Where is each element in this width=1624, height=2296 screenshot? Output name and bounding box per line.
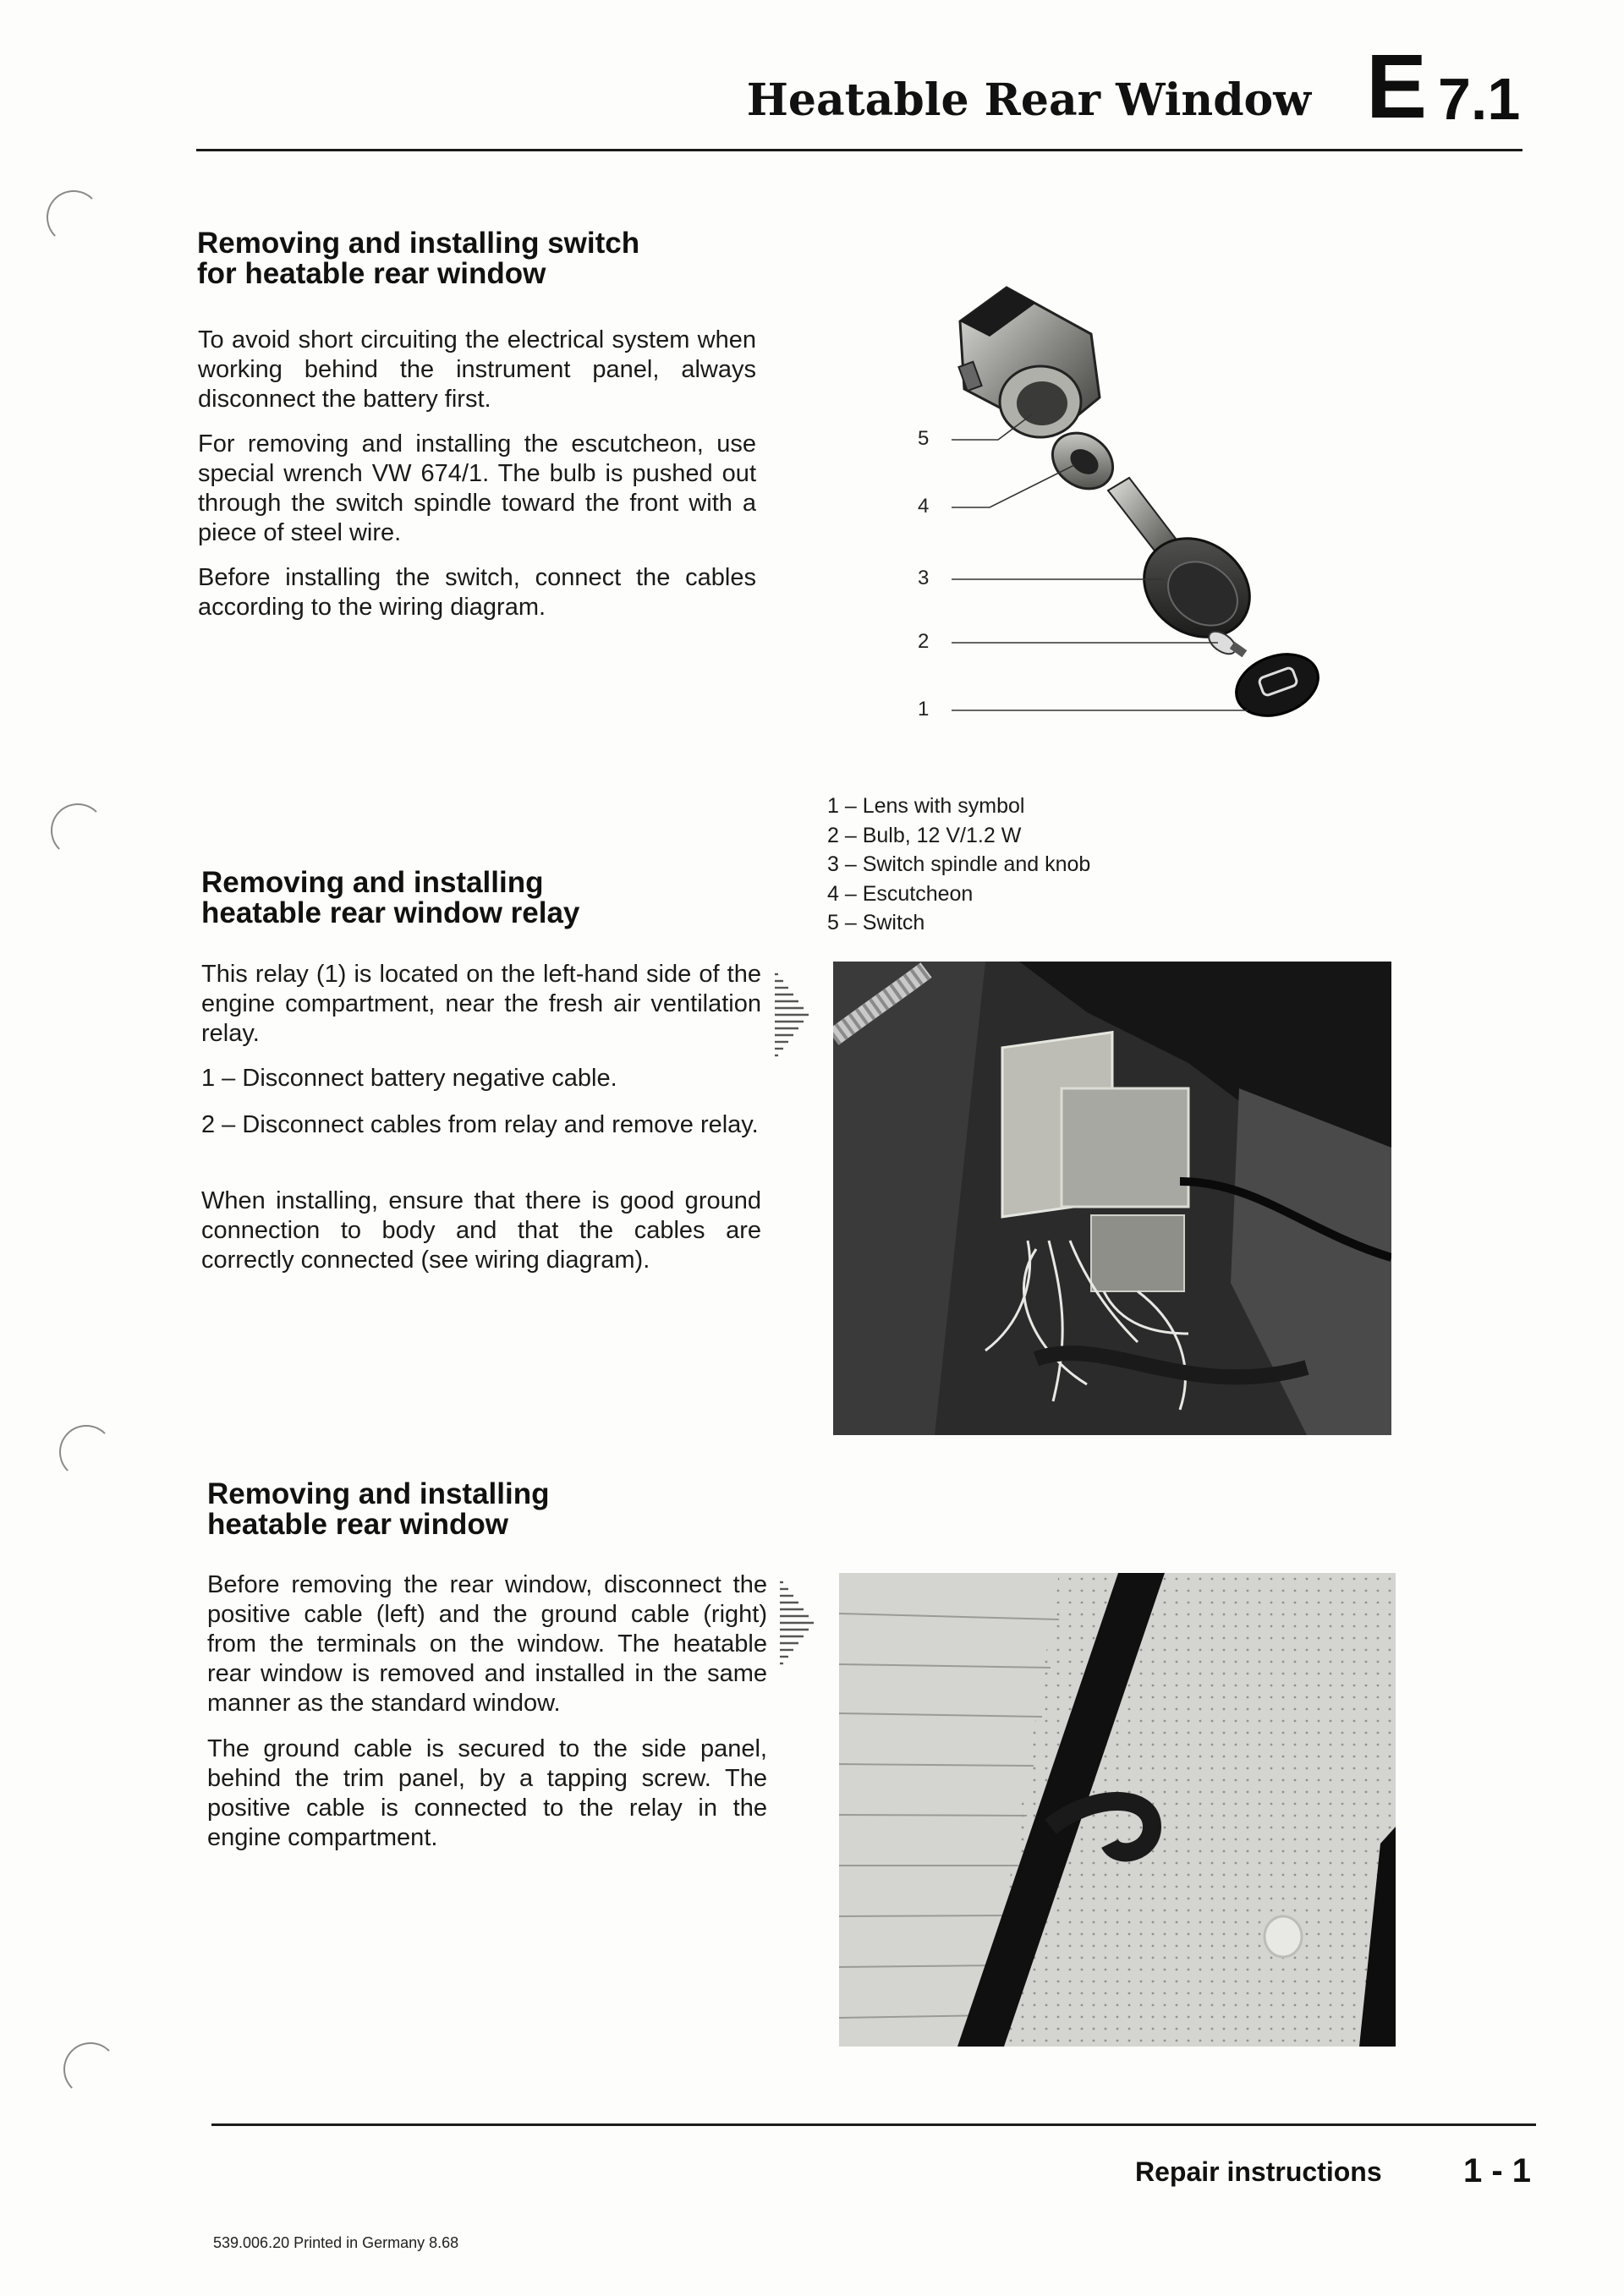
- section2-para2: When installing, ensure that there is good ground connection to body and that the cables are correctly connected (see wiring diagram).: [201, 1187, 761, 1274]
- diagram-legend: [827, 792, 1090, 938]
- section-code-number: 7.1: [1438, 66, 1521, 132]
- punch-hole-mark: [47, 190, 101, 244]
- section3-heading: [207, 1479, 799, 1540]
- section2-step-1: [201, 1064, 761, 1093]
- section3-heading-line1: Removing and installing: [207, 1477, 550, 1510]
- section1-heading: [197, 228, 789, 289]
- callout-4: 4: [918, 495, 930, 518]
- section2-heading-line2: heatable rear window relay: [201, 896, 580, 929]
- section1-para2: For removing and installing the escutcheon, use special wrench VW 674/1. The bulb is pushed out through the switch spindle toward the front with a piece of steel wire.: [198, 430, 756, 546]
- step-number: 1 –: [201, 1065, 243, 1092]
- switch-exploded-diagram: [897, 271, 1336, 744]
- print-imprint: 539.006.20 Printed in Germany 8.68: [213, 2234, 459, 2251]
- section1-para3: Before installing the switch, connect the cables according to the wiring diagram.: [198, 564, 756, 621]
- footer-rule: [211, 2123, 1536, 2126]
- section2-para1: This relay (1) is located on the left-hand side of the engine compartment, near the fresh air ventilation relay.: [201, 961, 761, 1047]
- relay-photo: [833, 962, 1391, 1435]
- header-rule: [196, 149, 1522, 151]
- legend-item: 5 – Switch: [827, 911, 925, 934]
- legend-item: 3 – Switch spindle and knob: [827, 852, 1091, 876]
- section1-para1: To avoid short circuiting the electrical system when working behind the instrument panel, always disconnect the battery first.: [198, 326, 756, 413]
- punch-hole-mark: [51, 803, 105, 858]
- callout-1: 1: [918, 698, 930, 721]
- section3-para2: The ground cable is secured to the side panel, behind the trim panel, by a tapping screw. The positive cable is connected to the relay in the engine compartment.: [207, 1735, 767, 1851]
- figure-arrow-icon: [771, 971, 812, 1064]
- footer-label: Repair instructions: [1135, 2156, 1382, 2187]
- page-number: 1 - 1: [1463, 2152, 1532, 2189]
- section3-heading-line2: heatable rear window: [207, 1508, 508, 1541]
- figure-arrow-icon: [776, 1579, 817, 1672]
- punch-hole-mark: [59, 1425, 113, 1479]
- section1-heading-line1: Removing and installing switch: [197, 227, 640, 260]
- switch-part: [958, 288, 1100, 437]
- step-text: Disconnect battery negative cable.: [242, 1065, 617, 1092]
- section2-heading: [201, 868, 793, 929]
- callout-5: 5: [918, 427, 930, 450]
- section3-para1: Before removing the rear window, disconnect the positive cable (left) and the ground cable (right) from the terminals on the window. The heatable rear window is removed and installed in the same manner as the standard window.: [207, 1571, 767, 1717]
- punch-hole-mark: [63, 2042, 118, 2096]
- legend-item: 1 – Lens with symbol: [827, 794, 1025, 818]
- step-text: Disconnect cables from relay and remove relay.: [242, 1111, 759, 1138]
- spindle-knob-part: [1108, 478, 1269, 657]
- rear-window-photo: [839, 1573, 1396, 2047]
- callout-3: 3: [918, 567, 930, 589]
- callout-2: 2: [918, 630, 930, 653]
- legend-item: 2 – Bulb, 12 V/1.2 W: [827, 823, 1022, 847]
- section2-step-2: [201, 1110, 761, 1140]
- legend-item: 4 – Escutcheon: [827, 881, 974, 906]
- section2-heading-line1: Removing and installing: [201, 866, 544, 899]
- page-title: Heatable Rear Window: [746, 74, 1311, 126]
- step-number: 2 –: [201, 1111, 243, 1138]
- section-code-letter: E: [1366, 35, 1428, 137]
- section1-heading-line2: for heatable rear window: [197, 257, 546, 290]
